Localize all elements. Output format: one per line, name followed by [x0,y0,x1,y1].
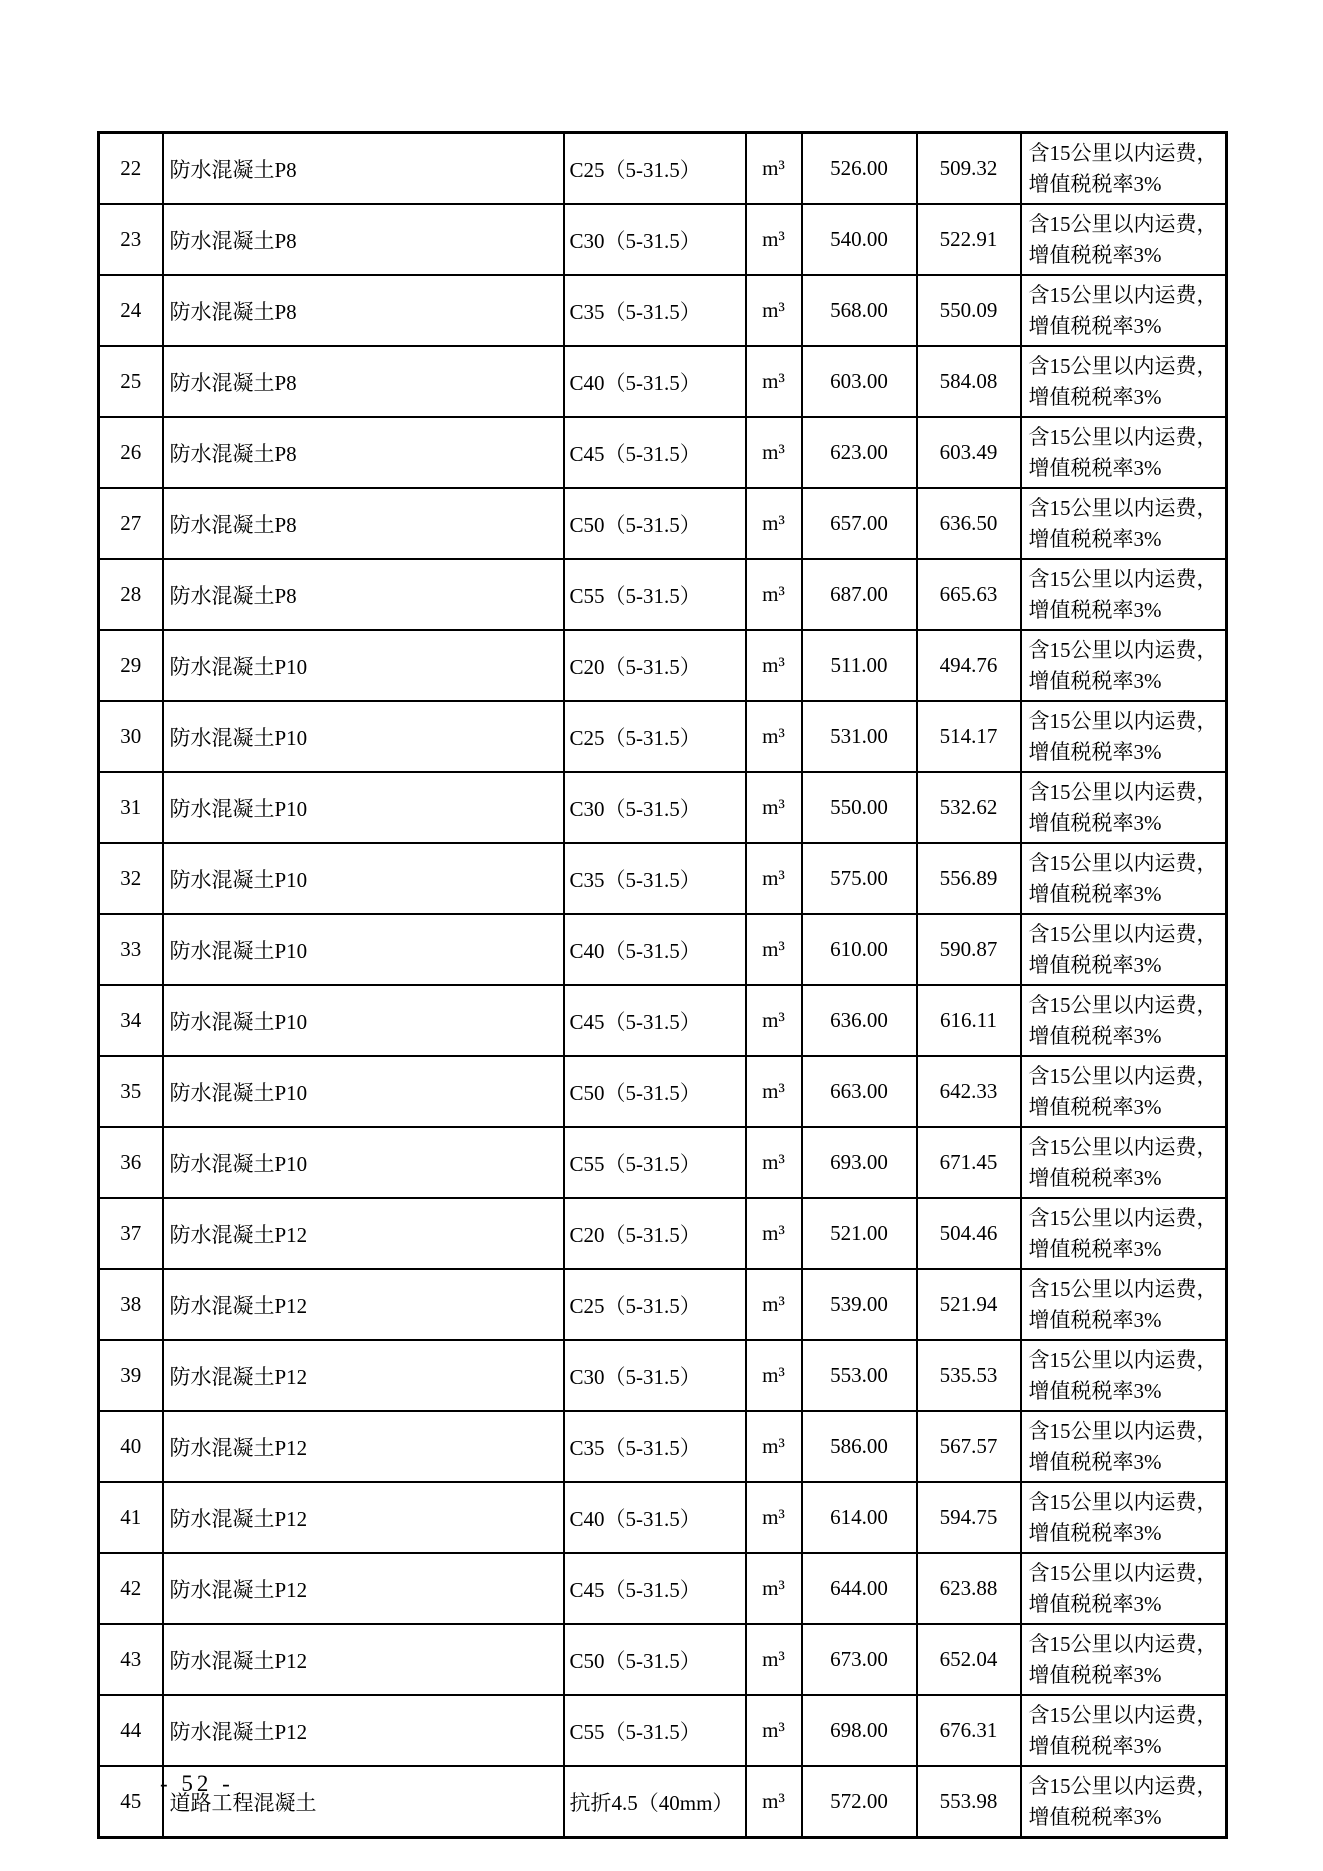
remark-cell [1021,772,1227,843]
remark-line-2: 增值税税率3% [1028,1591,1162,1616]
table-row [99,1695,1227,1766]
material-name-cell: 防水混凝土P10 [163,1056,564,1127]
price-with-tax-cell: 553.00 [802,1340,917,1411]
material-name-cell: 防水混凝土P12 [163,1553,564,1624]
price-excl-tax-cell: 550.09 [917,275,1021,346]
remark-line-1: 含15公里以内运费， [1028,1347,1218,1372]
row-number-cell: 24 [99,275,163,346]
remark-line-1: 含15公里以内运费， [1028,1418,1218,1443]
remark-line-1: 含15公里以内运费， [1028,708,1218,733]
row-number-cell: 26 [99,417,163,488]
material-name-cell: 防水混凝土P12 [163,1482,564,1553]
price-with-tax-cell: 511.00 [802,630,917,701]
unit-cell: m³ [746,701,802,772]
remark-line-2: 增值税税率3% [1028,1520,1162,1545]
unit-cell: m³ [746,346,802,417]
spec-cell: 抗折4.5（40mm） [564,1766,746,1838]
table-row [99,1553,1227,1624]
row-number-cell: 39 [99,1340,163,1411]
price-excl-tax-cell: 584.08 [917,346,1021,417]
price-table-body [99,133,1227,1838]
price-excl-tax-cell: 514.17 [917,701,1021,772]
remark-line-2: 增值税税率3% [1028,313,1162,338]
remark-line-1: 含15公里以内运费， [1028,850,1218,875]
price-excl-tax-cell: 532.62 [917,772,1021,843]
table-row [99,1198,1227,1269]
price-with-tax-cell: 540.00 [802,204,917,275]
price-excl-tax-cell: 623.88 [917,1553,1021,1624]
row-number-cell: 33 [99,914,163,985]
price-excl-tax-cell: 567.57 [917,1411,1021,1482]
remark-line-1: 含15公里以内运费， [1028,424,1218,449]
price-with-tax-cell: 603.00 [802,346,917,417]
page-number: - 52 - [160,1771,234,1796]
row-number-cell: 35 [99,1056,163,1127]
remark-line-1: 含15公里以内运费， [1028,140,1218,165]
spec-cell: C40（5-31.5） [564,346,746,417]
remark-cell [1021,701,1227,772]
row-number-cell: 23 [99,204,163,275]
remark-line-1: 含15公里以内运费， [1028,1631,1218,1656]
spec-cell: C45（5-31.5） [564,1553,746,1624]
remark-line-2: 增值税税率3% [1028,597,1162,622]
price-with-tax-cell: 572.00 [802,1766,917,1838]
remark-line-1: 含15公里以内运费， [1028,566,1218,591]
row-number-cell: 42 [99,1553,163,1624]
unit-cell: m³ [746,843,802,914]
price-excl-tax-cell: 636.50 [917,488,1021,559]
unit-cell: m³ [746,1766,802,1838]
unit-cell: m³ [746,133,802,205]
unit-cell: m³ [746,985,802,1056]
remark-line-1: 含15公里以内运费， [1028,1276,1218,1301]
remark-cell [1021,346,1227,417]
row-number-cell: 41 [99,1482,163,1553]
material-name-cell: 防水混凝土P10 [163,772,564,843]
unit-cell: m³ [746,1198,802,1269]
material-name-cell: 防水混凝土P12 [163,1340,564,1411]
price-with-tax-cell: 644.00 [802,1553,917,1624]
row-number-cell: 43 [99,1624,163,1695]
price-excl-tax-cell: 553.98 [917,1766,1021,1838]
price-with-tax-cell: 539.00 [802,1269,917,1340]
material-name-cell: 防水混凝土P10 [163,630,564,701]
row-number-cell: 30 [99,701,163,772]
price-excl-tax-cell: 652.04 [917,1624,1021,1695]
spec-cell: C50（5-31.5） [564,1624,746,1695]
material-name-cell: 防水混凝土P8 [163,275,564,346]
price-excl-tax-cell: 556.89 [917,843,1021,914]
table-row [99,701,1227,772]
remark-line-1: 含15公里以内运费， [1028,1205,1218,1230]
unit-cell: m³ [746,275,802,346]
material-name-cell: 防水混凝土P10 [163,914,564,985]
spec-cell: C20（5-31.5） [564,630,746,701]
price-excl-tax-cell: 676.31 [917,1695,1021,1766]
row-number-cell: 34 [99,985,163,1056]
price-excl-tax-cell: 509.32 [917,133,1021,205]
remark-cell [1021,1695,1227,1766]
remark-cell [1021,204,1227,275]
material-name-cell: 防水混凝土P8 [163,346,564,417]
spec-cell: C35（5-31.5） [564,1411,746,1482]
unit-cell: m³ [746,1127,802,1198]
price-with-tax-cell: 586.00 [802,1411,917,1482]
spec-cell: C30（5-31.5） [564,204,746,275]
remark-line-2: 增值税税率3% [1028,668,1162,693]
table-row [99,985,1227,1056]
table-row [99,1766,1227,1838]
spec-cell: C55（5-31.5） [564,559,746,630]
spec-cell: C50（5-31.5） [564,488,746,559]
remark-line-2: 增值税税率3% [1028,881,1162,906]
spec-cell: C45（5-31.5） [564,417,746,488]
table-row [99,1269,1227,1340]
price-excl-tax-cell: 665.63 [917,559,1021,630]
table-row [99,559,1227,630]
remark-cell [1021,488,1227,559]
remark-line-1: 含15公里以内运费， [1028,495,1218,520]
unit-cell: m³ [746,559,802,630]
remark-cell [1021,1411,1227,1482]
remark-cell [1021,1056,1227,1127]
table-row [99,275,1227,346]
price-with-tax-cell: 531.00 [802,701,917,772]
row-number-cell: 22 [99,133,163,205]
price-excl-tax-cell: 504.46 [917,1198,1021,1269]
remark-line-2: 增值税税率3% [1028,242,1162,267]
table-row [99,488,1227,559]
remark-line-1: 含15公里以内运费， [1028,1702,1218,1727]
price-with-tax-cell: 657.00 [802,488,917,559]
row-number-cell: 38 [99,1269,163,1340]
remark-line-2: 增值税税率3% [1028,1733,1162,1758]
table-row [99,630,1227,701]
remark-line-1: 含15公里以内运费， [1028,353,1218,378]
remark-cell [1021,1766,1227,1838]
price-with-tax-cell: 698.00 [802,1695,917,1766]
spec-cell: C30（5-31.5） [564,1340,746,1411]
remark-cell [1021,914,1227,985]
price-excl-tax-cell: 521.94 [917,1269,1021,1340]
table-row [99,417,1227,488]
price-with-tax-cell: 610.00 [802,914,917,985]
remark-line-2: 增值税税率3% [1028,1378,1162,1403]
table-row [99,346,1227,417]
remark-cell [1021,630,1227,701]
material-name-cell: 防水混凝土P12 [163,1624,564,1695]
table-row [99,1624,1227,1695]
remark-line-2: 增值税税率3% [1028,1023,1162,1048]
remark-line-2: 增值税税率3% [1028,1165,1162,1190]
remark-cell [1021,1624,1227,1695]
row-number-cell: 27 [99,488,163,559]
material-name-cell: 防水混凝土P10 [163,1127,564,1198]
price-excl-tax-cell: 642.33 [917,1056,1021,1127]
unit-cell: m³ [746,204,802,275]
remark-line-1: 含15公里以内运费， [1028,1489,1218,1514]
row-number-cell: 40 [99,1411,163,1482]
remark-cell [1021,1198,1227,1269]
table-row [99,1482,1227,1553]
price-table [97,131,1228,1839]
price-with-tax-cell: 521.00 [802,1198,917,1269]
remark-line-1: 含15公里以内运费， [1028,779,1218,804]
unit-cell: m³ [746,1269,802,1340]
price-with-tax-cell: 575.00 [802,843,917,914]
price-excl-tax-cell: 671.45 [917,1127,1021,1198]
spec-cell: C25（5-31.5） [564,1269,746,1340]
price-excl-tax-cell: 522.91 [917,204,1021,275]
spec-cell: C20（5-31.5） [564,1198,746,1269]
spec-cell: C50（5-31.5） [564,1056,746,1127]
remark-cell [1021,559,1227,630]
unit-cell: m³ [746,772,802,843]
row-number-cell: 45 [99,1766,163,1838]
unit-cell: m³ [746,1695,802,1766]
price-excl-tax-cell: 616.11 [917,985,1021,1056]
unit-cell: m³ [746,1340,802,1411]
remark-line-1: 含15公里以内运费， [1028,1773,1218,1798]
remark-cell [1021,1482,1227,1553]
spec-cell: C40（5-31.5） [564,1482,746,1553]
unit-cell: m³ [746,1482,802,1553]
unit-cell: m³ [746,417,802,488]
spec-cell: C45（5-31.5） [564,985,746,1056]
unit-cell: m³ [746,914,802,985]
remark-line-2: 增值税税率3% [1028,455,1162,480]
material-name-cell: 防水混凝土P10 [163,843,564,914]
unit-cell: m³ [746,630,802,701]
remark-cell [1021,1553,1227,1624]
remark-line-1: 含15公里以内运费， [1028,211,1218,236]
remark-line-1: 含15公里以内运费， [1028,282,1218,307]
price-excl-tax-cell: 535.53 [917,1340,1021,1411]
unit-cell: m³ [746,488,802,559]
row-number-cell: 44 [99,1695,163,1766]
remark-cell [1021,1127,1227,1198]
price-with-tax-cell: 526.00 [802,133,917,205]
remark-line-2: 增值税税率3% [1028,810,1162,835]
row-number-cell: 29 [99,630,163,701]
material-name-cell: 防水混凝土P10 [163,985,564,1056]
table-row [99,1056,1227,1127]
remark-line-2: 增值税税率3% [1028,1094,1162,1119]
row-number-cell: 32 [99,843,163,914]
material-name-cell: 防水混凝土P8 [163,204,564,275]
price-with-tax-cell: 568.00 [802,275,917,346]
material-name-cell: 防水混凝土P8 [163,417,564,488]
remark-line-2: 增值税税率3% [1028,1662,1162,1687]
table-row [99,133,1227,205]
material-name-cell: 防水混凝土P12 [163,1411,564,1482]
remark-cell [1021,985,1227,1056]
row-number-cell: 37 [99,1198,163,1269]
price-excl-tax-cell: 590.87 [917,914,1021,985]
spec-cell: C25（5-31.5） [564,701,746,772]
price-with-tax-cell: 663.00 [802,1056,917,1127]
row-number-cell: 31 [99,772,163,843]
remark-line-1: 含15公里以内运费， [1028,1560,1218,1585]
row-number-cell: 28 [99,559,163,630]
material-name-cell: 防水混凝土P8 [163,133,564,205]
remark-line-2: 增值税税率3% [1028,384,1162,409]
spec-cell: C40（5-31.5） [564,914,746,985]
remark-cell [1021,275,1227,346]
price-excl-tax-cell: 603.49 [917,417,1021,488]
remark-cell [1021,133,1227,205]
spec-cell: C55（5-31.5） [564,1695,746,1766]
remark-line-2: 增值税税率3% [1028,1307,1162,1332]
material-name-cell: 防水混凝土P10 [163,701,564,772]
table-row [99,914,1227,985]
remark-line-1: 含15公里以内运费， [1028,637,1218,662]
remark-line-2: 增值税税率3% [1028,1449,1162,1474]
table-row [99,204,1227,275]
remark-line-1: 含15公里以内运费， [1028,992,1218,1017]
material-name-cell: 防水混凝土P12 [163,1198,564,1269]
table-row [99,1340,1227,1411]
spec-cell: C35（5-31.5） [564,843,746,914]
remark-cell [1021,843,1227,914]
price-with-tax-cell: 550.00 [802,772,917,843]
unit-cell: m³ [746,1411,802,1482]
unit-cell: m³ [746,1056,802,1127]
spec-cell: C35（5-31.5） [564,275,746,346]
row-number-cell: 25 [99,346,163,417]
remark-line-2: 增值税税率3% [1028,171,1162,196]
remark-line-2: 增值税税率3% [1028,1236,1162,1261]
price-with-tax-cell: 687.00 [802,559,917,630]
price-with-tax-cell: 636.00 [802,985,917,1056]
remark-cell [1021,1269,1227,1340]
price-with-tax-cell: 673.00 [802,1624,917,1695]
table-row [99,1411,1227,1482]
price-excl-tax-cell: 494.76 [917,630,1021,701]
row-number-cell: 36 [99,1127,163,1198]
table-row [99,772,1227,843]
material-name-cell: 防水混凝土P8 [163,559,564,630]
remark-line-2: 增值税税率3% [1028,739,1162,764]
remark-cell [1021,417,1227,488]
remark-line-2: 增值税税率3% [1028,1804,1162,1829]
spec-cell: C55（5-31.5） [564,1127,746,1198]
remark-line-1: 含15公里以内运费， [1028,1134,1218,1159]
material-name-cell: 防水混凝土P12 [163,1695,564,1766]
price-with-tax-cell: 614.00 [802,1482,917,1553]
unit-cell: m³ [746,1624,802,1695]
price-with-tax-cell: 623.00 [802,417,917,488]
table-row [99,843,1227,914]
remark-line-1: 含15公里以内运费， [1028,921,1218,946]
spec-cell: C25（5-31.5） [564,133,746,205]
material-name-cell: 防水混凝土P8 [163,488,564,559]
price-excl-tax-cell: 594.75 [917,1482,1021,1553]
remark-cell [1021,1340,1227,1411]
price-with-tax-cell: 693.00 [802,1127,917,1198]
table-row [99,1127,1227,1198]
remark-line-2: 增值税税率3% [1028,952,1162,977]
material-name-cell: 防水混凝土P12 [163,1269,564,1340]
remark-line-2: 增值税税率3% [1028,526,1162,551]
spec-cell: C30（5-31.5） [564,772,746,843]
material-name-cell: 道路工程混凝土 [163,1766,564,1838]
remark-line-1: 含15公里以内运费， [1028,1063,1218,1088]
unit-cell: m³ [746,1553,802,1624]
